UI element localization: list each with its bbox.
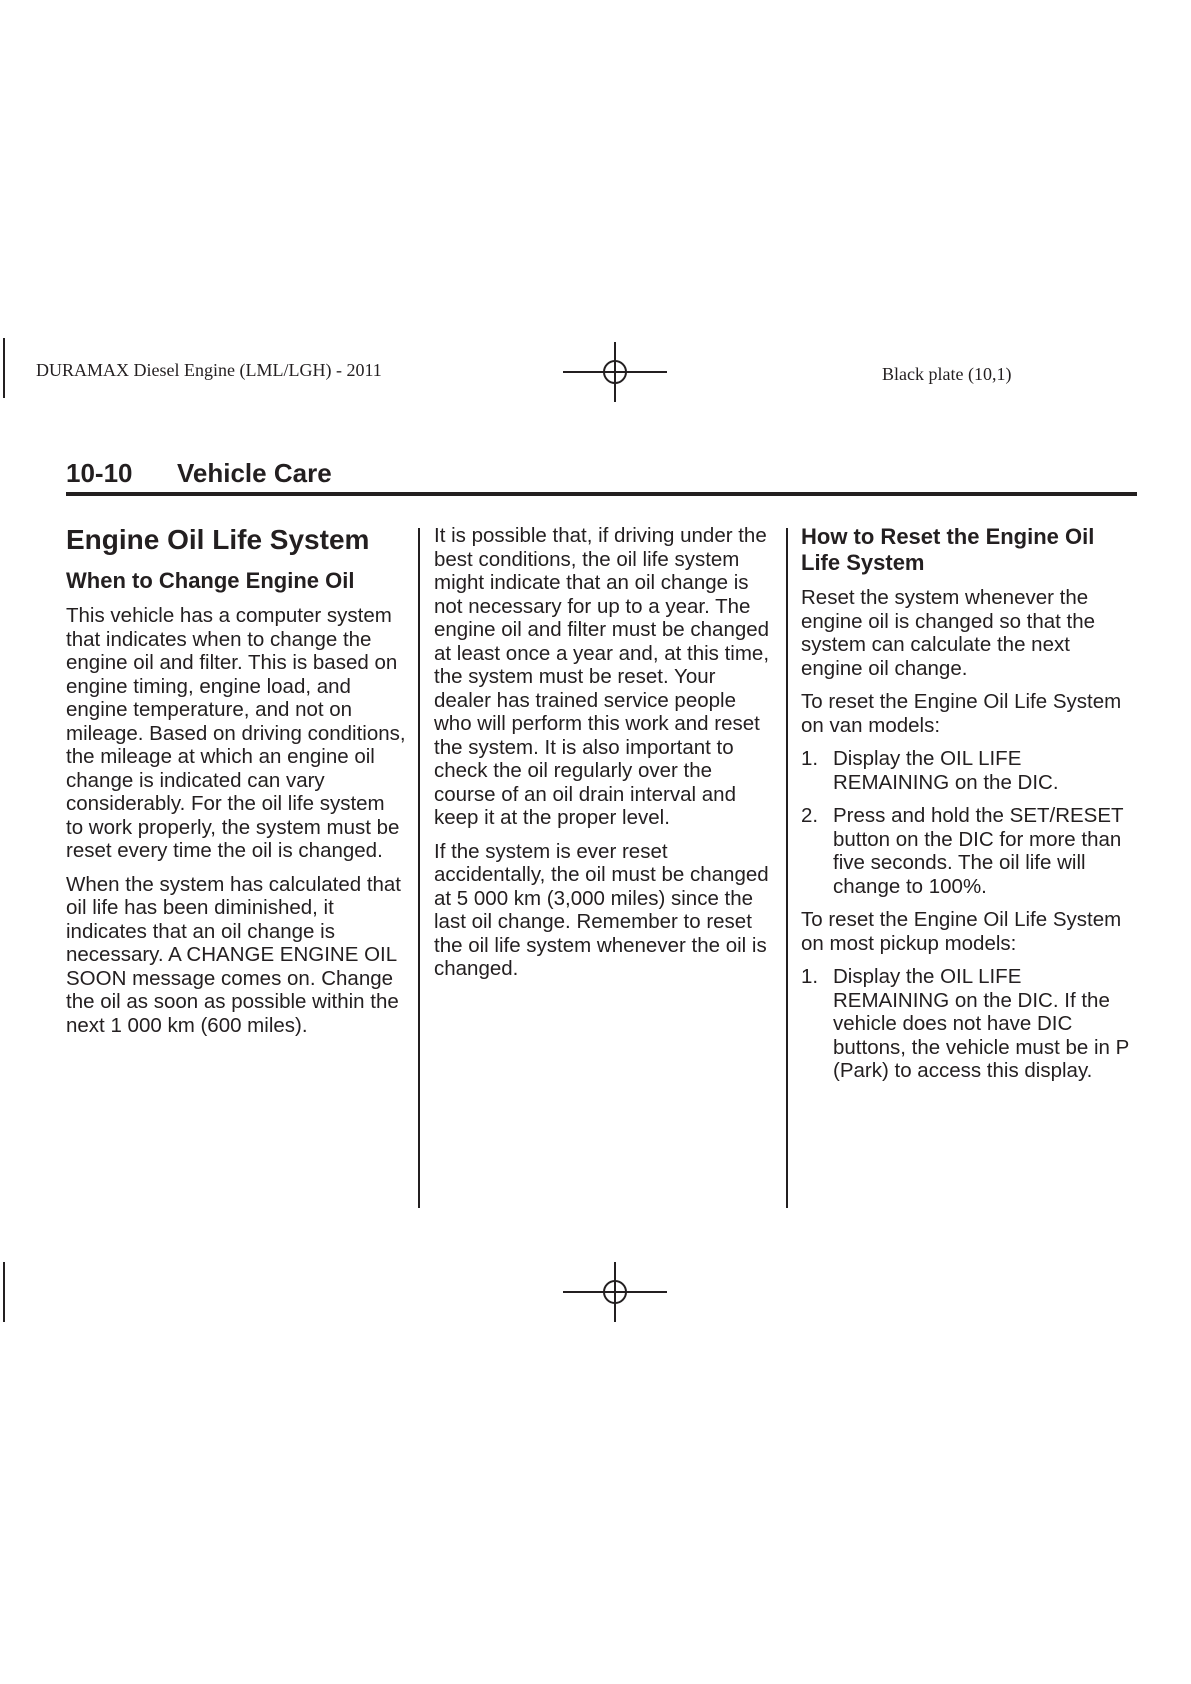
crop-mark-bottom-left — [3, 1262, 5, 1322]
paragraph: This vehicle has a computer system that indicates when to change the engine oil and filter. This is based on engine timing, engine load, and engine temperature, and not on mileage. Based on driving conditions, the mileage at which an engine oil change is indicated can vary considerably. For the oil life system to work properly, the system must be reset every time the oil is changed. — [66, 604, 406, 862]
paragraph: If the system is ever reset accidentally, the oil must be changed at 5 000 km (3,000 miles) since the last oil change. Remember to reset the oil life system whenever the oil is changed. — [434, 839, 769, 980]
subheading-when-to-change: When to Change Engine Oil — [66, 568, 355, 593]
list-text: Press and hold the SET/RESET button on the DIC for more than five seconds. The oil life will change to 100%. — [833, 804, 1124, 898]
paragraph: Reset the system whenever the engine oil is changed so that the system can calculate the next engine oil change. — [801, 586, 1096, 680]
steps-pickup-models — [801, 965, 1137, 1083]
list-text: Display the OIL LIFE REMAINING on the DIC. — [833, 747, 1059, 794]
list-number: 1. — [801, 965, 819, 988]
registration-mark-top — [563, 342, 667, 402]
column-1 — [66, 524, 406, 1047]
paragraph: To reset the Engine Oil Life System on van models: — [801, 690, 1122, 737]
paragraph: To reset the Engine Oil Life System on most pickup models: — [801, 908, 1122, 955]
crop-mark-top-left — [3, 338, 5, 398]
subheading-how-to-reset: How to Reset the Engine Oil Life System — [801, 524, 1095, 575]
list-item — [801, 965, 1137, 1083]
column-2 — [434, 524, 778, 991]
column-divider — [786, 528, 788, 1208]
slug-right: Black plate (10,1) — [882, 364, 1012, 384]
page-title: Engine Oil Life System — [66, 524, 370, 555]
list-item — [801, 747, 1137, 794]
slug-left: DURAMAX Diesel Engine (LML/LGH) - 2011 — [36, 360, 382, 380]
page-number: 10-10 — [66, 458, 133, 488]
list-number: 2. — [801, 804, 819, 827]
list-text: Display the OIL LIFE REMAINING on the DIC. If the vehicle does not have DIC buttons, the vehicle must be in P (Park) to access this display. — [833, 965, 1129, 1082]
list-item — [801, 804, 1137, 898]
registration-mark-bottom — [563, 1262, 667, 1322]
column-divider — [418, 528, 420, 1208]
running-header — [66, 456, 1137, 496]
paragraph: It is possible that, if driving under the best conditions, the oil life system might indicate that an oil change is not necessary for up to a year. The engine oil and filter must be changed at least once a year and, at this time, the system must be reset. Your dealer has trained service people who will perform this work and reset the system. It is also important to check the oil regularly over the course of an oil drain interval and keep it at the proper level. — [434, 524, 770, 829]
paragraph: When the system has calculated that oil life has been diminished, it indicates that an oil change is necessary. A CHANGE ENGINE OIL SOON message comes on. Change the oil as soon as possible within the next 1 000 km (600 miles). — [66, 872, 402, 1037]
steps-van-models — [801, 747, 1137, 898]
column-3 — [801, 524, 1137, 1093]
list-number: 1. — [801, 747, 819, 770]
section-title: Vehicle Care — [177, 458, 332, 488]
